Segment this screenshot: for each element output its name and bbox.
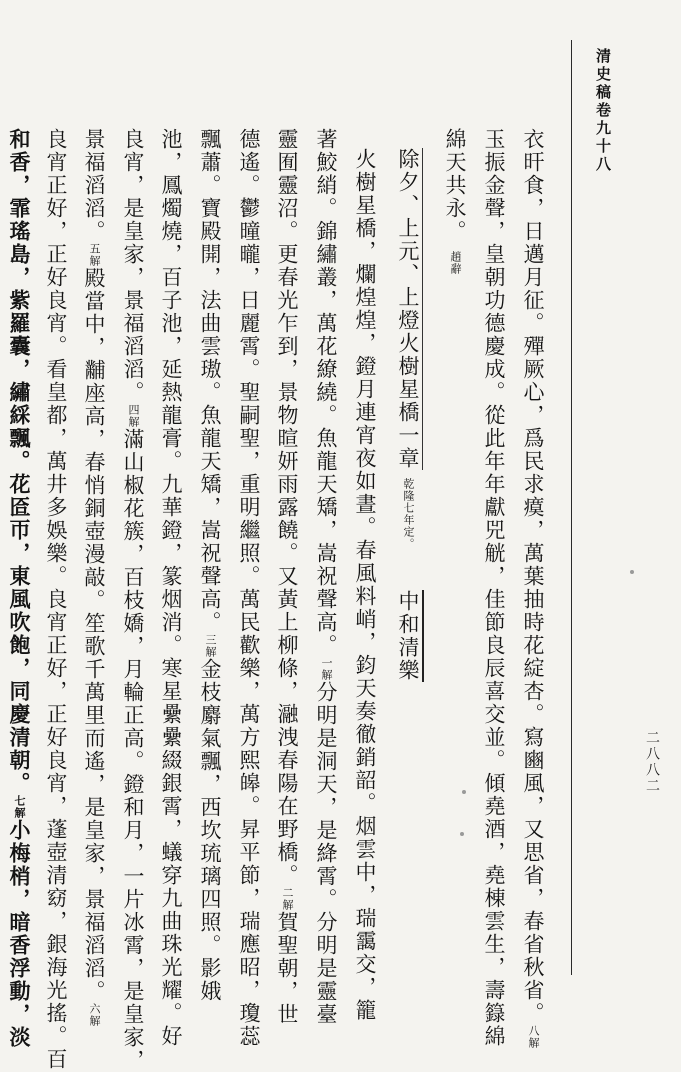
- column-text-rest: 賀聖朝，世: [275, 911, 299, 1026]
- stanza-marker: 五解: [88, 243, 101, 267]
- stanza-marker: 七解: [13, 795, 26, 819]
- scan-speck: [460, 832, 464, 836]
- stanza-marker: 三解: [204, 634, 217, 658]
- column-text-rest: 小梅梢，暗香浮動，淡: [7, 819, 32, 1049]
- column-text-rest: 分明是洞天，是絳霄。分明是靈臺: [314, 681, 338, 1026]
- page-number: 二八八二: [644, 730, 660, 794]
- text-column-14: [2, 128, 36, 1049]
- text-column-2: [477, 128, 511, 1048]
- song-title: 除夕、上元、上燈火樹星橋一章: [396, 148, 423, 470]
- column-text-rest: 殿當中，黼座高，春悄銅壺漫敲。笙歌千萬里而遙，是皇家，景福滔滔。: [82, 267, 106, 1003]
- column-text-rest: 金枝麝氣飄，西坎琉璃四照。影娥: [198, 658, 222, 1003]
- text-column-1: [516, 128, 550, 1049]
- date-note: 乾隆七年定。: [402, 478, 415, 550]
- stanza-marker: 八解: [527, 1025, 540, 1049]
- column-text: 衣旰食，日邁月征。殫厥心，爲民求瘼，萬葉抽時花綻杏。寫豳風，又思省，春省秋省。: [521, 128, 545, 1025]
- stanza-marker: 二解: [281, 887, 294, 911]
- text-column-9: [193, 128, 227, 1003]
- column-text: 良宵，是皇家，景福滔滔。: [121, 128, 145, 404]
- text-column-6: [309, 128, 343, 1026]
- column-text-rest: 滿山椒花簇，百枝嬌，月輪正高。鐙和月，一片冰霄，是皇家，: [121, 428, 145, 1072]
- header-rule: [571, 40, 572, 975]
- column-text: 良宵正好，正好良宵。看皇都，萬井多娛樂。良宵正好，正好良宵，蓬壺清窈，銀海光搖。百: [44, 128, 68, 1071]
- stanza-marker: 一解: [320, 657, 333, 681]
- scan-speck: [462, 790, 466, 794]
- text-column-11: [116, 128, 150, 1072]
- scan-speck: [630, 570, 634, 574]
- text-column-4: [391, 148, 425, 682]
- text-column-12: [77, 128, 111, 1027]
- stanza-marker: 六解: [88, 1003, 101, 1027]
- text-column-13: [39, 128, 73, 1071]
- text-column-8: [232, 128, 266, 1048]
- stanza-marker: 四解: [127, 404, 140, 428]
- column-text: 景福滔滔。: [82, 128, 106, 243]
- column-text: 綿天共永。: [443, 128, 467, 243]
- column-text: 德遙。鬱曈曨，日麗霄。聖嗣聖，重明繼照。萬民歡樂，萬方熙皞。昇平節，瑞應昭，瓊蕊: [237, 128, 261, 1048]
- column-text: 火樹星橋，爛煌煌，鐙月連宵夜如晝。春風料峭，鈞天奏徹銷韶。烟雲中，瑞靄交，籠: [353, 148, 377, 1022]
- page-header-title: 清史稿卷九十八: [594, 48, 612, 174]
- text-column-10: [154, 128, 188, 1048]
- column-text: 玉振金聲，皇朝功德慶成。從此年年獻兕觥，佳節良辰喜交並。傾堯酒，堯棟雲生，壽籙綿: [482, 128, 506, 1048]
- column-text: 飄蕭。寶殿開，法曲雲璈。魚龍天矯，嵩祝聲高。: [198, 128, 222, 634]
- text-column-3: [438, 128, 472, 275]
- column-text: 池，鳳燭燒，百子池，延熱龍膏。九華鐙，篆烟消。寒星纍纍綴銀霄，蟻穿九曲珠光耀。好: [159, 128, 183, 1048]
- column-text: 和香，霏瑤島，紫羅囊，繡綵飄。花匼帀，東風吹飽，同慶清朝。: [7, 128, 32, 795]
- text-column-7: [270, 128, 304, 1026]
- column-text: 靈囿靈沼。更春光乍到，景物暄妍雨露饒。又黃上柳條，瀜洩春陽在野橋。: [275, 128, 299, 887]
- column-text: 著鮫綃。錦繡叢，萬花繚繞。魚龍天矯，嵩祝聲高。: [314, 128, 338, 657]
- music-category: 中和清樂: [396, 590, 424, 682]
- author-note: 趙辭: [449, 251, 462, 275]
- text-column-5: [348, 148, 382, 1022]
